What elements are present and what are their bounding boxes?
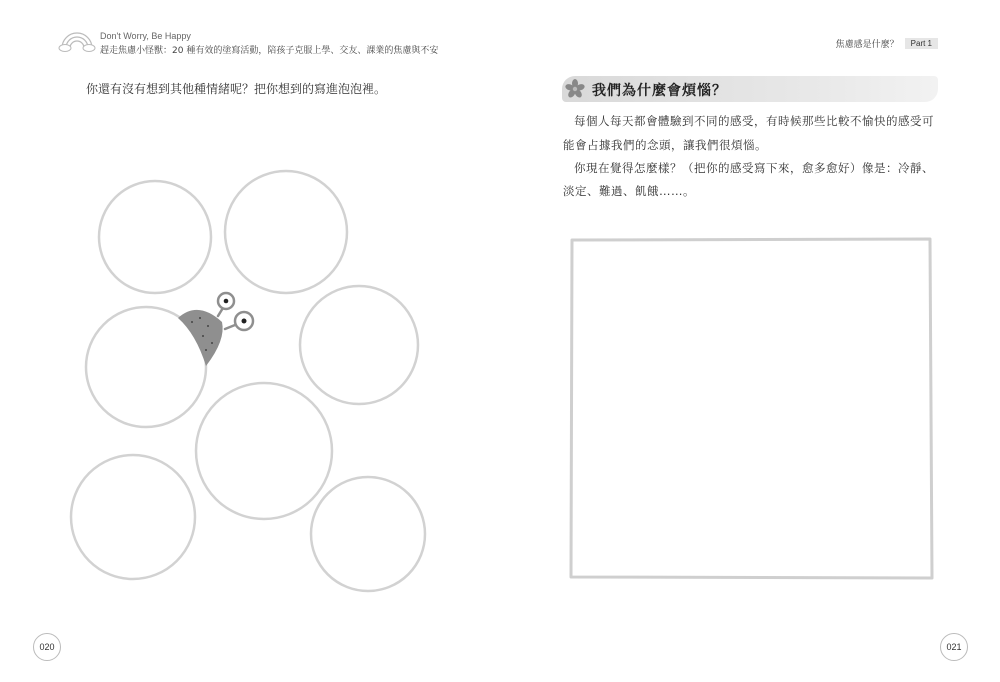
page-number-right: 021 <box>940 633 968 661</box>
paragraph-2-line-1: 你現在覺得怎麼樣？（把你的感受寫下來，愈多愈好）像是：冷靜、 <box>574 161 934 175</box>
emotion-bubble-7[interactable] <box>311 477 425 591</box>
section-heading: 我們為什麼會煩惱？ <box>592 83 727 99</box>
emotion-bubble-2[interactable] <box>225 171 347 293</box>
bubble-prompt: 你還有沒有想到其他種情緒呢？把你想到的寫進泡泡裡。 <box>86 82 387 96</box>
page-number-left: 020 <box>33 633 61 661</box>
emotion-bubble-5[interactable] <box>196 383 332 519</box>
emotion-bubble-4[interactable] <box>300 286 418 404</box>
emotion-bubble-6[interactable] <box>71 455 195 579</box>
series-title: Don't Worry, Be Happy <box>100 31 191 41</box>
paragraph-1-line-2: 能會占據我們的念頭，讓我們很煩惱。 <box>563 138 767 152</box>
feelings-writing-area[interactable] <box>574 243 929 575</box>
book-subtitle: 趕走焦慮小怪獸：20 種有效的塗寫活動，陪孩子克服上學、交友、課業的焦慮與不安 <box>100 46 439 56</box>
emotion-bubble-1[interactable] <box>99 181 211 293</box>
paragraph-2-line-2: 淡定、難過、飢餓……。 <box>563 184 695 198</box>
chapter-title: 焦慮感是什麼？ <box>835 40 899 50</box>
part-label: Part 1 <box>905 38 938 49</box>
chapter-header <box>836 37 938 50</box>
paragraph-1-line-1: 每個人每天都會體驗到不同的感受，有時候那些比較不愉快的感受可 <box>574 114 934 128</box>
flower-icon <box>565 79 585 99</box>
